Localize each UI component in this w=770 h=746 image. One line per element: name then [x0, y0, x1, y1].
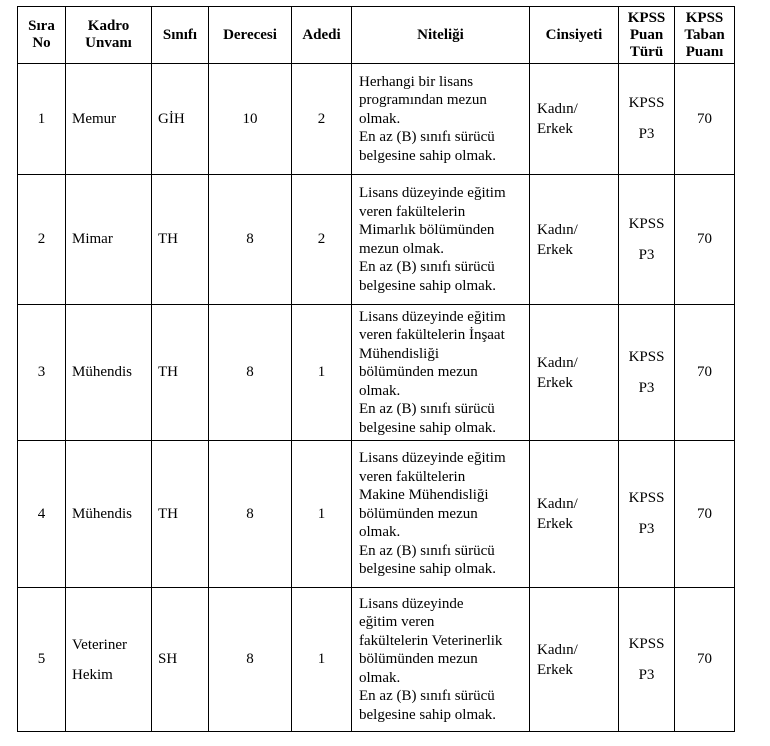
cell-derece: 10: [209, 64, 292, 175]
header-row: [18, 7, 735, 64]
cell-unvan: Mühendis: [66, 305, 152, 441]
header-sinifi: Sınıfı: [152, 7, 209, 64]
table-row: [18, 305, 735, 441]
cell-nitelik: Lisans düzeyinde eğitim veren fakültelerin Mimarlık bölümünden mezun olmak. En az (B) sınıfı sürücü belgesine sahip olmak.: [352, 175, 530, 305]
cell-taban: 70: [675, 175, 735, 305]
cell-puan-turu: KPSS P3: [619, 64, 675, 175]
header-niteligi: Niteliği: [352, 7, 530, 64]
cell-adet: 2: [292, 64, 352, 175]
cell-taban: 70: [675, 64, 735, 175]
cell-sinifi: GİH: [152, 64, 209, 175]
cell-nitelik: Lisans düzeyinde eğitim veren fakültelerin Makine Mühendisliği bölümünden mezun olmak. En az (B) sınıfı sürücü belgesine sahip olmak.: [352, 441, 530, 588]
cell-sira: 4: [18, 441, 66, 588]
cell-nitelik: Lisans düzeyinde eğitim veren fakültelerin İnşaat Mühendisliği bölümünden mezun olmak. En az (B) sınıfı sürücü belgesine sahip olmak.: [352, 305, 530, 441]
cell-cinsiyet: Kadın/ Erkek: [530, 305, 619, 441]
cell-adet: 1: [292, 588, 352, 732]
header-puan-turu: KPSS Puan Türü: [619, 7, 675, 64]
table-row: [18, 175, 735, 305]
cell-sira: 2: [18, 175, 66, 305]
cell-adet: 1: [292, 441, 352, 588]
cell-puan-turu: KPSS P3: [619, 588, 675, 732]
cell-nitelik: Herhangi bir lisans programından mezun olmak. En az (B) sınıfı sürücü belgesine sahip olmak.: [352, 64, 530, 175]
cell-sinifi: SH: [152, 588, 209, 732]
kadro-table: [17, 6, 735, 732]
cell-puan-turu: KPSS P3: [619, 305, 675, 441]
header-sira: Sıra No: [18, 7, 66, 64]
cell-puan-turu: KPSS P3: [619, 441, 675, 588]
header-derecesi: Derecesi: [209, 7, 292, 64]
cell-taban: 70: [675, 441, 735, 588]
cell-unvan: Veteriner Hekim: [66, 588, 152, 732]
cell-cinsiyet: Kadın/ Erkek: [530, 441, 619, 588]
cell-sira: 5: [18, 588, 66, 732]
cell-unvan: Mimar: [66, 175, 152, 305]
header-taban-puani: KPSS Taban Puanı: [675, 7, 735, 64]
table-row: [18, 441, 735, 588]
cell-sinifi: TH: [152, 305, 209, 441]
header-cinsiyeti: Cinsiyeti: [530, 7, 619, 64]
cell-adet: 1: [292, 305, 352, 441]
cell-nitelik: Lisans düzeyinde eğitim veren fakültelerin Veterinerlik bölümünden mezun olmak. En az (B) sınıfı sürücü belgesine sahip olmak.: [352, 588, 530, 732]
header-kadro-unvani: Kadro Unvanı: [66, 7, 152, 64]
table-row: [18, 64, 735, 175]
cell-cinsiyet: Kadın/ Erkek: [530, 588, 619, 732]
cell-derece: 8: [209, 588, 292, 732]
cell-taban: 70: [675, 588, 735, 732]
cell-derece: 8: [209, 175, 292, 305]
cell-unvan: Memur: [66, 64, 152, 175]
cell-unvan: Mühendis: [66, 441, 152, 588]
cell-sinifi: TH: [152, 175, 209, 305]
cell-adet: 2: [292, 175, 352, 305]
cell-derece: 8: [209, 441, 292, 588]
header-adedi: Adedi: [292, 7, 352, 64]
cell-sira: 1: [18, 64, 66, 175]
cell-sinifi: TH: [152, 441, 209, 588]
cell-cinsiyet: Kadın/ Erkek: [530, 175, 619, 305]
cell-sira: 3: [18, 305, 66, 441]
table-row: [18, 588, 735, 732]
cell-puan-turu: KPSS P3: [619, 175, 675, 305]
cell-cinsiyet: Kadın/ Erkek: [530, 64, 619, 175]
cell-derece: 8: [209, 305, 292, 441]
cell-taban: 70: [675, 305, 735, 441]
